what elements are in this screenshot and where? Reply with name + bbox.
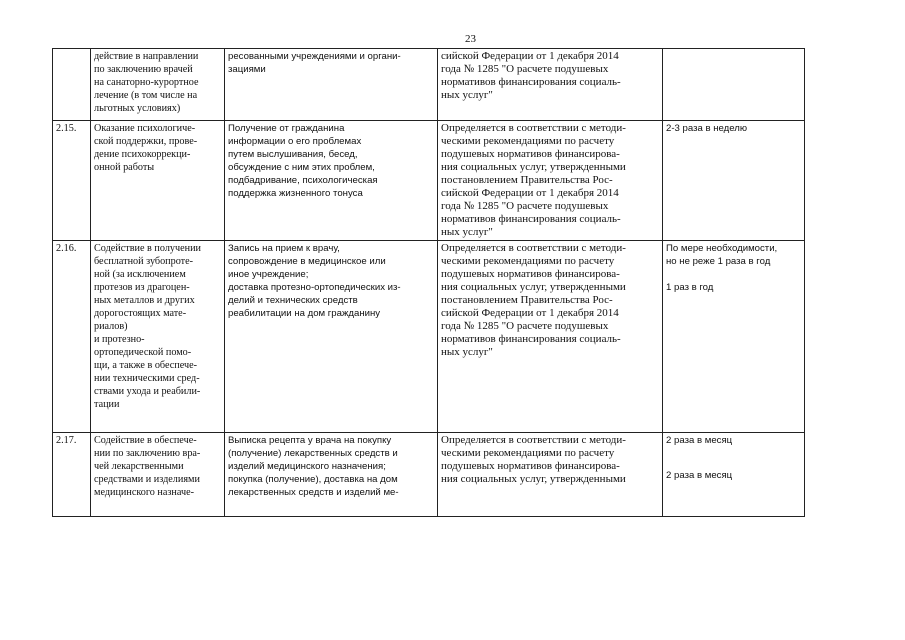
service-frequency-line: 2 раза в месяц: [666, 470, 733, 481]
service-content-line: иное учреждение;: [228, 269, 309, 280]
service-name-line: нии техническими сред-: [94, 373, 200, 384]
service-content-line: путем выслушивания, бесед,: [228, 149, 358, 160]
service-conditions-line: ческими рекомендациями по расчету: [441, 255, 615, 267]
table-row: [53, 241, 805, 433]
service-conditions-line: ния социальных услуг, утвержденными: [441, 161, 626, 173]
service-conditions-line: ных услуг": [441, 346, 493, 358]
service-frequency-line: но не реже 1 раза в год: [666, 256, 771, 267]
service-conditions-line: нормативов финансирования социаль-: [441, 76, 621, 88]
service-conditions-line: подушевых нормативов финансирова-: [441, 148, 620, 160]
service-content-cell: [225, 241, 438, 433]
service-content-line: делий и технических средств: [228, 295, 358, 306]
service-conditions-line: ния социальных услуг, утвержденными: [441, 473, 626, 485]
service-name-line: дорогостоящих мате-: [94, 308, 187, 319]
table-row: [53, 49, 805, 121]
service-name-line: ных металлов и других: [94, 295, 195, 306]
service-conditions-line: года № 1285 "О расчете подушевых: [441, 320, 609, 332]
service-conditions-line: нормативов финансирования социаль-: [441, 333, 621, 345]
service-name-line: риалов): [94, 321, 128, 332]
service-conditions-line: года № 1285 "О расчете подушевых: [441, 63, 609, 75]
service-content-line: (получение) лекарственных средств и: [228, 448, 398, 459]
service-name-cell: [91, 121, 225, 241]
service-conditions-cell: [438, 433, 663, 517]
service-number-cell: 2.17.: [53, 433, 91, 517]
service-name-line: ствами ухода и реабили-: [94, 386, 201, 397]
service-content-line: ресованными учреждениями и органи-: [228, 51, 401, 62]
service-content-cell: [225, 49, 438, 121]
service-frequency-cell: [663, 241, 805, 433]
service-name-cell: [91, 433, 225, 517]
service-name-line: нии по заключению вра-: [94, 448, 201, 459]
service-name-line: щи, а также в обеспече-: [94, 360, 198, 371]
service-name-line: льготных условиях): [94, 103, 181, 114]
service-name-line: действие в направлении: [94, 51, 199, 62]
service-content-line: Выписка рецепта у врача на покупку: [228, 435, 392, 446]
service-conditions-line: сийской Федерации от 1 декабря 2014: [441, 187, 619, 199]
service-conditions-line: ных услуг": [441, 226, 493, 238]
service-name-line: Содействие в получении: [94, 243, 202, 254]
service-name-line: и протезно-: [94, 334, 145, 345]
service-content-line: лекарственных средств и изделий ме-: [228, 487, 399, 498]
service-conditions-line: ческими рекомендациями по расчету: [441, 135, 615, 147]
service-conditions-line: ческими рекомендациями по расчету: [441, 447, 615, 459]
service-name-line: Оказание психологиче-: [94, 123, 196, 134]
service-conditions-line: постановлением Правительства Рос-: [441, 174, 613, 186]
service-conditions-line: Определяется в соответствии с методи-: [441, 242, 626, 254]
service-name-line: тации: [94, 399, 120, 410]
service-name-line: протезов из драгоцен-: [94, 282, 190, 293]
service-frequency-line: 2-3 раза в неделю: [666, 123, 748, 134]
service-content-line: подбадривание, психологическая: [228, 175, 378, 186]
service-name-line: ной (за исключением: [94, 269, 186, 280]
service-number-cell: 2.15.: [53, 121, 91, 241]
service-name-line: ской поддержки, прове-: [94, 136, 198, 147]
service-content-line: изделий медицинского назначения;: [228, 461, 386, 472]
service-name-line: ортопедической помо-: [94, 347, 192, 358]
table-row: [53, 433, 805, 517]
service-name-line: чей лекарственными: [94, 461, 184, 472]
service-content-line: поддержка жизненного тонуса: [228, 188, 363, 199]
service-conditions-cell: [438, 49, 663, 121]
service-name-line: дение психокоррекци-: [94, 149, 191, 160]
service-name-line: лечение (в том числе на: [94, 90, 198, 101]
service-name-line: средствами и изделиями: [94, 474, 200, 485]
service-frequency-line: 2 раза в месяц: [666, 435, 733, 446]
service-name-line: бесплатной зубопроте-: [94, 256, 194, 267]
service-content-line: зациями: [228, 64, 266, 75]
service-frequency-cell: [663, 121, 805, 241]
service-conditions-line: года № 1285 "О расчете подушевых: [441, 200, 609, 212]
service-content-line: сопровождение в медицинское или: [228, 256, 386, 267]
service-conditions-line: сийской Федерации от 1 декабря 2014: [441, 307, 619, 319]
service-content-line: Запись на прием к врачу,: [228, 243, 340, 254]
page-number: 23: [465, 33, 476, 45]
service-content-line: покупка (получение), доставка на дом: [228, 474, 398, 485]
service-frequency-cell: [663, 49, 805, 121]
service-conditions-line: постановлением Правительства Рос-: [441, 294, 613, 306]
service-conditions-line: ных услуг": [441, 89, 493, 101]
service-conditions-line: подушевых нормативов финансирова-: [441, 460, 620, 472]
service-conditions-line: сийской Федерации от 1 декабря 2014: [441, 50, 619, 62]
service-name-line: на санаторно-курортное: [94, 77, 199, 88]
service-name-cell: [91, 241, 225, 433]
service-name-line: онной работы: [94, 162, 155, 173]
service-frequency-cell: [663, 433, 805, 517]
service-content-cell: [225, 121, 438, 241]
service-number-cell: 2.16.: [53, 241, 91, 433]
table-row: [53, 121, 805, 241]
services-table: [52, 48, 805, 517]
service-name-line: медицинского назначе-: [94, 487, 195, 498]
service-name-line: по заключению врачей: [94, 64, 193, 75]
service-conditions-line: подушевых нормативов финансирова-: [441, 268, 620, 280]
service-number-cell: [53, 49, 91, 121]
service-name-line: Содействие в обеспече-: [94, 435, 197, 446]
service-conditions-line: Определяется в соответствии с методи-: [441, 122, 626, 134]
service-conditions-line: Определяется в соответствии с методи-: [441, 434, 626, 446]
service-frequency-line: По мере необходимости,: [666, 243, 778, 254]
service-conditions-line: ния социальных услуг, утвержденными: [441, 281, 626, 293]
service-content-line: доставка протезно-ортопедических из-: [228, 282, 401, 293]
service-conditions-cell: [438, 241, 663, 433]
service-content-line: Получение от гражданина: [228, 123, 345, 134]
service-content-line: реабилитации на дом гражданину: [228, 308, 381, 319]
service-conditions-line: нормативов финансирования социаль-: [441, 213, 621, 225]
service-frequency-line: 1 раз в год: [666, 282, 714, 293]
service-conditions-cell: [438, 121, 663, 241]
service-content-line: обсуждение с ним этих проблем,: [228, 162, 375, 173]
service-name-cell: [91, 49, 225, 121]
service-content-cell: [225, 433, 438, 517]
service-content-line: информации о его проблемах: [228, 136, 362, 147]
